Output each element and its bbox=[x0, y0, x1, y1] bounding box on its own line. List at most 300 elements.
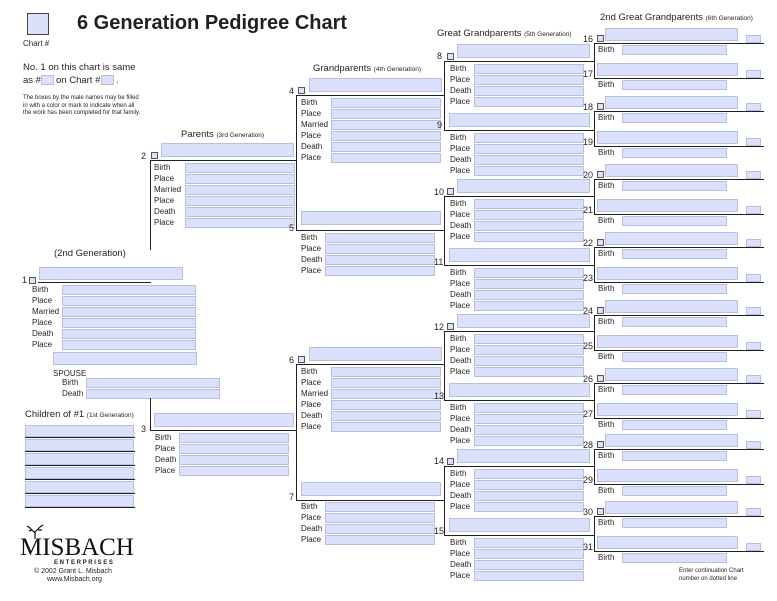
person-19-birth-label: Birth bbox=[598, 148, 615, 157]
person-6-death-label: Death bbox=[301, 411, 323, 420]
person-28-name-field[interactable] bbox=[605, 434, 738, 447]
person-12-name-field[interactable] bbox=[457, 314, 590, 328]
person-4-number: 4 bbox=[289, 86, 295, 96]
bracket-5 bbox=[444, 196, 445, 266]
note-end: . bbox=[116, 75, 119, 86]
person-27-name-field[interactable] bbox=[597, 403, 738, 416]
person-13-place1-field[interactable] bbox=[474, 414, 584, 424]
person-15-place1-field[interactable] bbox=[474, 549, 584, 559]
person-3-name-field[interactable] bbox=[154, 413, 294, 427]
bracket-8 bbox=[594, 43, 595, 78]
person-16-name-field[interactable] bbox=[605, 28, 738, 41]
person-16-number: 16 bbox=[583, 34, 594, 44]
person-15-name-field[interactable] bbox=[449, 518, 590, 532]
person-27-birth-label: Birth bbox=[598, 420, 615, 429]
person-13-birth-label: Birth bbox=[450, 403, 467, 412]
person-25-number: 25 bbox=[583, 341, 594, 351]
spouse-death-label: Death bbox=[62, 389, 84, 398]
person-6-checkbox[interactable] bbox=[298, 356, 305, 363]
person-13-death-label: Death bbox=[450, 425, 472, 434]
person-30-name-field[interactable] bbox=[605, 501, 738, 514]
person-10-place1-field[interactable] bbox=[474, 210, 584, 220]
person-9-number: 9 bbox=[437, 120, 443, 130]
person-8-birth-field[interactable] bbox=[474, 64, 584, 74]
person-25-line bbox=[594, 350, 764, 351]
person-30-continuation-field[interactable] bbox=[746, 508, 761, 516]
person-3-place1-field[interactable] bbox=[179, 444, 289, 454]
gen6-header bbox=[600, 12, 753, 23]
person-16-continuation-field[interactable] bbox=[746, 35, 761, 43]
person-11-birth-field[interactable] bbox=[474, 268, 584, 278]
person-7-place2-field[interactable] bbox=[325, 535, 435, 545]
gen4-header bbox=[313, 63, 421, 74]
person-8-place2-field[interactable] bbox=[474, 97, 584, 107]
person-10-death-label: Death bbox=[450, 221, 472, 230]
person-6-place3-label: Place bbox=[301, 422, 322, 431]
person-1-married-label: Married bbox=[32, 307, 60, 316]
person-22-number: 22 bbox=[583, 238, 594, 248]
bracket-10 bbox=[594, 179, 595, 214]
person-2-place2-field[interactable] bbox=[185, 196, 295, 206]
gen3-sub: (3rd Generation) bbox=[216, 132, 265, 139]
person-4-married-field[interactable] bbox=[331, 120, 441, 130]
person-12-place1-field[interactable] bbox=[474, 345, 584, 355]
person-7-death-field[interactable] bbox=[325, 524, 435, 534]
person-9-name-field[interactable] bbox=[449, 113, 590, 127]
person-28-line bbox=[594, 449, 764, 450]
person-31-number: 31 bbox=[583, 542, 594, 552]
person-31-birth-field[interactable] bbox=[622, 553, 727, 563]
person-25-continuation-field[interactable] bbox=[746, 342, 761, 350]
person-5-place1-field[interactable] bbox=[325, 244, 435, 254]
person-26-number: 26 bbox=[583, 374, 594, 384]
person-12-birth-label: Birth bbox=[450, 334, 467, 343]
person-24-birth-field[interactable] bbox=[622, 317, 727, 327]
person-5-place2-field[interactable] bbox=[325, 266, 435, 276]
person-12-death-field[interactable] bbox=[474, 356, 584, 366]
person-12-checkbox[interactable] bbox=[447, 323, 454, 330]
person-17-birth-field[interactable] bbox=[622, 80, 727, 90]
person-8-birth-label: Birth bbox=[450, 64, 467, 73]
child-field[interactable] bbox=[25, 495, 134, 507]
person-15-death-field[interactable] bbox=[474, 560, 584, 570]
person-24-birth-label: Birth bbox=[598, 317, 615, 326]
person-11-birth-label: Birth bbox=[450, 268, 467, 277]
person-19-name-field[interactable] bbox=[597, 131, 738, 144]
person-25-birth-field[interactable] bbox=[622, 352, 727, 362]
person-10-number: 10 bbox=[434, 187, 445, 197]
person-10-line bbox=[444, 196, 594, 197]
child-field[interactable] bbox=[25, 481, 134, 493]
gen5-sub: (5th Generation) bbox=[524, 31, 572, 38]
bracket-11 bbox=[594, 247, 595, 282]
instructions-text: The boxes by the male names may be filled in with a color or mark to indicate when all the work has been completed for that family. bbox=[23, 95, 141, 116]
person-5-name-field[interactable] bbox=[301, 211, 441, 225]
person-7-name-field[interactable] bbox=[301, 482, 441, 496]
person-11-death-field[interactable] bbox=[474, 290, 584, 300]
spouse-name-field[interactable] bbox=[53, 352, 197, 365]
person-6-death-field[interactable] bbox=[331, 411, 441, 421]
person-2-place3-field[interactable] bbox=[185, 218, 295, 228]
person-9-death-label: Death bbox=[450, 155, 472, 164]
person-18-continuation-field[interactable] bbox=[746, 103, 761, 111]
child-field[interactable] bbox=[25, 439, 134, 451]
person-18-birth-label: Birth bbox=[598, 113, 615, 122]
person-4-death-label: Death bbox=[301, 142, 323, 151]
person-7-death-label: Death bbox=[301, 524, 323, 533]
person-15-place2-label: Place bbox=[450, 571, 471, 580]
person-15-birth-field[interactable] bbox=[474, 538, 584, 548]
person-29-number: 29 bbox=[583, 475, 594, 485]
continuation-note-1: Enter continuation Chart bbox=[679, 568, 744, 574]
person-6-place1-label: Place bbox=[301, 378, 322, 387]
person-29-line bbox=[594, 484, 764, 485]
person-13-place1-label: Place bbox=[450, 414, 471, 423]
person-2-place3-label: Place bbox=[154, 218, 175, 227]
person-28-checkbox[interactable] bbox=[597, 441, 604, 448]
child-field[interactable] bbox=[25, 467, 134, 479]
person-27-line bbox=[594, 418, 764, 419]
person-26-checkbox[interactable] bbox=[597, 375, 604, 382]
person-26-continuation-field[interactable] bbox=[746, 375, 761, 383]
person-3-place2-field[interactable] bbox=[179, 466, 289, 476]
child-field[interactable] bbox=[25, 425, 134, 437]
person-28-birth-field[interactable] bbox=[622, 451, 727, 461]
person-14-birth-field[interactable] bbox=[474, 469, 584, 479]
person-17-line bbox=[594, 78, 764, 79]
person-11-death-label: Death bbox=[450, 290, 472, 299]
chart-number-field[interactable] bbox=[27, 13, 49, 35]
person-3-death-field[interactable] bbox=[179, 455, 289, 465]
person-20-checkbox[interactable] bbox=[597, 171, 604, 178]
child-line bbox=[25, 507, 135, 508]
website-text: www.Misbach.org bbox=[47, 576, 102, 583]
person-1-place3-field[interactable] bbox=[62, 340, 196, 350]
person-2-married-field[interactable] bbox=[185, 185, 295, 195]
enterprises-text: E N T E R P R I S E S bbox=[54, 560, 113, 566]
person-15-line bbox=[444, 535, 594, 536]
person-14-place2-label: Place bbox=[450, 502, 471, 511]
person-1-checkbox[interactable] bbox=[29, 277, 36, 284]
person-28-number: 28 bbox=[583, 440, 594, 450]
person-6-place2-label: Place bbox=[301, 400, 322, 409]
person-1-name-field[interactable] bbox=[39, 267, 183, 280]
person-26-line bbox=[594, 383, 764, 384]
person-30-number: 30 bbox=[583, 507, 594, 517]
person-13-name-field[interactable] bbox=[449, 383, 590, 397]
person-6-place3-field[interactable] bbox=[331, 422, 441, 432]
person-8-death-label: Death bbox=[450, 86, 472, 95]
note-line1: No. 1 on this chart is same bbox=[23, 62, 136, 73]
person-2-place1-field[interactable] bbox=[185, 174, 295, 184]
person-4-death-field[interactable] bbox=[331, 142, 441, 152]
person-15-number: 15 bbox=[434, 526, 445, 536]
child-field[interactable] bbox=[25, 453, 134, 465]
person-20-line bbox=[594, 179, 764, 180]
person-26-name-field[interactable] bbox=[605, 368, 738, 381]
person-15-place2-field[interactable] bbox=[474, 571, 584, 581]
person-6-married-field[interactable] bbox=[331, 389, 441, 399]
person-21-birth-field[interactable] bbox=[622, 216, 727, 226]
person-4-married-label: Married bbox=[301, 120, 329, 129]
person-18-name-field[interactable] bbox=[605, 96, 738, 109]
person-21-name-field[interactable] bbox=[597, 199, 738, 212]
gen4-title: Grandparents bbox=[313, 63, 372, 74]
person-4-place2-field[interactable] bbox=[331, 131, 441, 141]
person-2-place2-label: Place bbox=[154, 196, 175, 205]
person-13-number: 13 bbox=[434, 391, 445, 401]
person-12-place2-field[interactable] bbox=[474, 367, 584, 377]
person-4-place3-label: Place bbox=[301, 153, 322, 162]
person-20-name-field[interactable] bbox=[605, 164, 738, 177]
bracket-2 bbox=[296, 95, 297, 230]
person-13-death-field[interactable] bbox=[474, 425, 584, 435]
gen3-title: Parents bbox=[181, 129, 214, 140]
person-11-number: 11 bbox=[434, 257, 444, 267]
person-17-name-field[interactable] bbox=[597, 63, 738, 76]
person-7-place2-label: Place bbox=[301, 535, 322, 544]
person-14-death-field[interactable] bbox=[474, 491, 584, 501]
spouse-birth-field[interactable] bbox=[86, 378, 220, 388]
person-3-line bbox=[150, 430, 296, 431]
children-title: Children of #1 bbox=[25, 409, 85, 420]
person-28-continuation-field[interactable] bbox=[746, 441, 761, 449]
person-6-name-field[interactable] bbox=[309, 347, 442, 361]
person-22-line bbox=[594, 247, 764, 248]
person-12-line bbox=[444, 331, 594, 332]
person-10-name-field[interactable] bbox=[457, 179, 590, 193]
chart-number-label: Chart # bbox=[23, 39, 50, 48]
person-14-name-field[interactable] bbox=[457, 449, 590, 463]
person-10-birth-label: Birth bbox=[450, 199, 467, 208]
person-10-death-field[interactable] bbox=[474, 221, 584, 231]
person-27-birth-field[interactable] bbox=[622, 420, 727, 430]
person-30-birth-label: Birth bbox=[598, 518, 615, 527]
person-14-place2-field[interactable] bbox=[474, 502, 584, 512]
person-9-place1-label: Place bbox=[450, 144, 471, 153]
person-5-line bbox=[296, 230, 444, 231]
person-30-checkbox[interactable] bbox=[597, 508, 604, 515]
bracket-4 bbox=[444, 61, 445, 131]
person-2-place1-label: Place bbox=[154, 174, 175, 183]
bracket-9 bbox=[594, 111, 595, 146]
person-22-birth-label: Birth bbox=[598, 249, 615, 258]
person-18-checkbox[interactable] bbox=[597, 103, 604, 110]
person-20-birth-field[interactable] bbox=[622, 181, 727, 191]
person-13-place2-field[interactable] bbox=[474, 436, 584, 446]
person-8-death-field[interactable] bbox=[474, 86, 584, 96]
person-14-line bbox=[444, 466, 594, 467]
children-header bbox=[25, 409, 134, 420]
person-8-number: 8 bbox=[437, 51, 443, 61]
person-9-death-field[interactable] bbox=[474, 155, 584, 165]
person-1-death-label: Death bbox=[32, 329, 54, 338]
person-29-birth-label: Birth bbox=[598, 486, 615, 495]
person-26-birth-field[interactable] bbox=[622, 385, 727, 395]
person-2-death-field[interactable] bbox=[185, 207, 295, 217]
person-15-place1-label: Place bbox=[450, 549, 471, 558]
person-15-death-label: Death bbox=[450, 560, 472, 569]
person-23-name-field[interactable] bbox=[597, 267, 738, 280]
bracket-15 bbox=[594, 516, 595, 551]
person-4-birth-field[interactable] bbox=[331, 98, 441, 108]
person-9-birth-label: Birth bbox=[450, 133, 467, 142]
bracket-13 bbox=[594, 383, 595, 418]
person-19-line bbox=[594, 146, 764, 147]
person-1-death-field[interactable] bbox=[62, 329, 196, 339]
person-11-place1-field[interactable] bbox=[474, 279, 584, 289]
same-as-number-field[interactable] bbox=[41, 75, 54, 85]
person-13-line bbox=[444, 400, 594, 401]
spouse-label: SPOUSE bbox=[53, 369, 87, 378]
person-6-birth-field[interactable] bbox=[331, 367, 441, 377]
children-sub: (1st Generation) bbox=[86, 412, 134, 419]
person-24-continuation-field[interactable] bbox=[746, 307, 761, 315]
person-20-continuation-field[interactable] bbox=[746, 171, 761, 179]
person-1-married-field[interactable] bbox=[62, 307, 196, 317]
person-4-checkbox[interactable] bbox=[298, 87, 305, 94]
misbach-logo: MISBACH bbox=[20, 534, 134, 561]
person-18-number: 18 bbox=[583, 102, 594, 112]
bracket-6 bbox=[444, 331, 445, 401]
person-29-continuation-field[interactable] bbox=[746, 476, 761, 484]
note-on-chart: on Chart # bbox=[56, 75, 101, 86]
person-11-place2-field[interactable] bbox=[474, 301, 584, 311]
person-10-place1-label: Place bbox=[450, 210, 471, 219]
person-8-line bbox=[444, 61, 594, 62]
person-8-name-field[interactable] bbox=[457, 44, 590, 58]
person-23-birth-field[interactable] bbox=[622, 284, 727, 294]
person-1-place1-field[interactable] bbox=[62, 296, 196, 306]
person-24-checkbox[interactable] bbox=[597, 307, 604, 314]
person-10-birth-field[interactable] bbox=[474, 199, 584, 209]
person-16-birth-field[interactable] bbox=[622, 45, 727, 55]
person-2-birth-field[interactable] bbox=[185, 163, 295, 173]
bracket-12 bbox=[594, 315, 595, 350]
continuation-note-2: number on dotted line bbox=[679, 576, 738, 582]
person-3-number: 3 bbox=[141, 424, 147, 434]
person-3-birth-field[interactable] bbox=[179, 433, 289, 443]
person-23-continuation-field[interactable] bbox=[746, 274, 761, 282]
person-13-place2-label: Place bbox=[450, 436, 471, 445]
person-11-name-field[interactable] bbox=[449, 248, 590, 262]
spouse-death-field[interactable] bbox=[86, 389, 220, 399]
person-17-continuation-field[interactable] bbox=[746, 70, 761, 78]
gen3-header bbox=[181, 129, 264, 140]
person-9-place1-field[interactable] bbox=[474, 144, 584, 154]
person-14-place1-field[interactable] bbox=[474, 480, 584, 490]
person-1-line bbox=[38, 282, 151, 283]
person-24-number: 24 bbox=[583, 306, 594, 316]
person-5-death-label: Death bbox=[301, 255, 323, 264]
person-12-number: 12 bbox=[434, 322, 445, 332]
person-18-line bbox=[594, 111, 764, 112]
person-22-continuation-field[interactable] bbox=[746, 239, 761, 247]
person-1-birth-label: Birth bbox=[32, 285, 49, 294]
person-21-line bbox=[594, 214, 764, 215]
person-23-line bbox=[594, 282, 764, 283]
person-16-checkbox[interactable] bbox=[597, 35, 604, 42]
person-4-place3-field[interactable] bbox=[331, 153, 441, 163]
person-6-place1-field[interactable] bbox=[331, 378, 441, 388]
person-31-continuation-field[interactable] bbox=[746, 543, 761, 551]
person-10-checkbox[interactable] bbox=[447, 188, 454, 195]
person-25-name-field[interactable] bbox=[597, 335, 738, 348]
person-6-married-label: Married bbox=[301, 389, 329, 398]
person-10-place2-label: Place bbox=[450, 232, 471, 241]
person-8-checkbox[interactable] bbox=[447, 53, 454, 60]
person-29-name-field[interactable] bbox=[597, 469, 738, 482]
person-1-place1-label: Place bbox=[32, 296, 53, 305]
person-14-number: 14 bbox=[434, 456, 445, 466]
person-11-place1-label: Place bbox=[450, 279, 471, 288]
person-3-death-label: Death bbox=[155, 455, 177, 464]
gen5-header bbox=[437, 28, 571, 39]
person-9-place2-field[interactable] bbox=[474, 166, 584, 176]
person-4-name-field[interactable] bbox=[309, 78, 442, 92]
person-22-birth-field[interactable] bbox=[622, 249, 727, 259]
person-5-death-field[interactable] bbox=[325, 255, 435, 265]
person-20-number: 20 bbox=[583, 170, 594, 180]
person-21-continuation-field[interactable] bbox=[746, 206, 761, 214]
person-1-place2-field[interactable] bbox=[62, 318, 196, 328]
person-29-birth-field[interactable] bbox=[622, 486, 727, 496]
person-8-place1-field[interactable] bbox=[474, 75, 584, 85]
gen4-sub: (4th Generation) bbox=[373, 66, 422, 73]
person-5-birth-field[interactable] bbox=[325, 233, 435, 243]
person-19-birth-field[interactable] bbox=[622, 148, 727, 158]
person-31-name-field[interactable] bbox=[597, 536, 738, 549]
person-9-place2-label: Place bbox=[450, 166, 471, 175]
person-24-name-field[interactable] bbox=[605, 300, 738, 313]
person-19-continuation-field[interactable] bbox=[746, 138, 761, 146]
person-18-birth-field[interactable] bbox=[622, 113, 727, 123]
person-14-death-label: Death bbox=[450, 491, 472, 500]
person-4-place1-label: Place bbox=[301, 109, 322, 118]
person-7-birth-label: Birth bbox=[301, 502, 318, 511]
person-22-name-field[interactable] bbox=[605, 232, 738, 245]
person-22-checkbox[interactable] bbox=[597, 239, 604, 246]
person-10-place2-field[interactable] bbox=[474, 232, 584, 242]
person-12-place1-label: Place bbox=[450, 345, 471, 354]
person-13-birth-field[interactable] bbox=[474, 403, 584, 413]
same-as-chart-field[interactable] bbox=[101, 75, 114, 85]
person-30-birth-field[interactable] bbox=[622, 518, 727, 528]
gen6-sub: (6th Generation) bbox=[705, 15, 753, 22]
person-4-place1-field[interactable] bbox=[331, 109, 441, 119]
person-6-place2-field[interactable] bbox=[331, 400, 441, 410]
person-12-birth-field[interactable] bbox=[474, 334, 584, 344]
child-line bbox=[25, 465, 135, 466]
person-14-checkbox[interactable] bbox=[447, 458, 454, 465]
person-9-birth-field[interactable] bbox=[474, 133, 584, 143]
bracket-7 bbox=[444, 466, 445, 536]
person-5-birth-label: Birth bbox=[301, 233, 318, 242]
person-2-checkbox[interactable] bbox=[151, 152, 158, 159]
person-11-place2-label: Place bbox=[450, 301, 471, 310]
person-4-place2-label: Place bbox=[301, 131, 322, 140]
person-27-continuation-field[interactable] bbox=[746, 410, 761, 418]
person-2-name-field[interactable] bbox=[161, 143, 294, 157]
person-17-number: 17 bbox=[583, 69, 594, 79]
child-line bbox=[25, 437, 135, 438]
person-12-death-label: Death bbox=[450, 356, 472, 365]
person-7-birth-field[interactable] bbox=[325, 502, 435, 512]
person-1-place2-label: Place bbox=[32, 318, 53, 327]
person-1-birth-field[interactable] bbox=[62, 285, 196, 295]
person-7-place1-field[interactable] bbox=[325, 513, 435, 523]
person-8-place2-label: Place bbox=[450, 97, 471, 106]
